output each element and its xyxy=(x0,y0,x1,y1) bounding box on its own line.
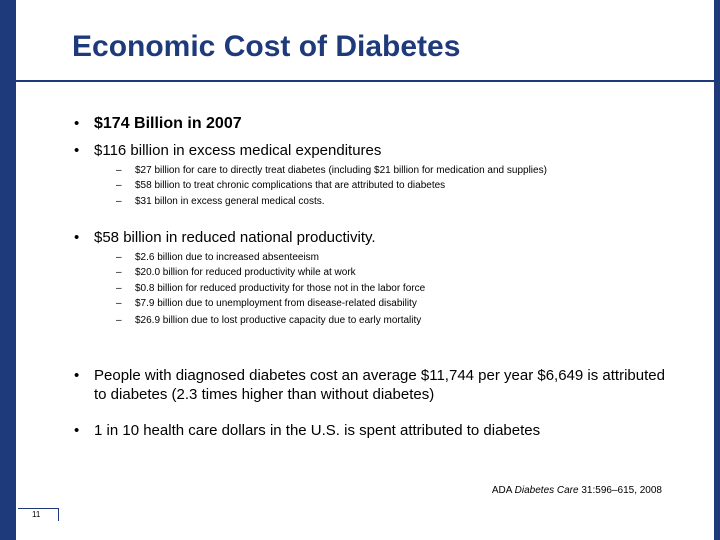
sub-bullet-dash: – xyxy=(116,165,122,176)
citation-prefix: ADA xyxy=(491,485,515,496)
bullet-average-cost: People with diagnosed diabetes cost an average $11,744 per year $6,649 is attributed to diabetes (2.3 times higher than without diabetes) xyxy=(94,367,665,403)
sub-bullet-dash: – xyxy=(116,180,122,191)
sub-bullet-dash: – xyxy=(116,196,122,207)
sub-bullet-dash: – xyxy=(116,315,122,326)
sub-bullet-dash: – xyxy=(116,283,122,294)
citation xyxy=(492,485,662,496)
sub-bullet-dash: – xyxy=(116,298,122,309)
bullet-marker: • xyxy=(74,115,80,132)
left-accent-bar xyxy=(0,0,16,540)
bullet-marker: • xyxy=(74,229,80,246)
bullet-marker: • xyxy=(74,367,80,384)
sub-bullet-item: $0.8 billion for reduced productivity for those not in the labor force xyxy=(135,283,426,294)
slide-title: Economic Cost of Diabetes xyxy=(72,30,461,63)
bullet-marker: • xyxy=(74,142,80,159)
sub-bullet-item: $20.0 billion for reduced productivity while at work xyxy=(135,267,356,278)
bullet-reduced-productivity: $58 billion in reduced national productivity. xyxy=(94,229,376,246)
sub-bullet-item: $27 billion for care to directly treat diabetes (including $21 billion for medication and supplies) xyxy=(135,165,547,176)
sub-bullet-dash: – xyxy=(116,252,122,263)
right-accent-bar xyxy=(714,0,720,540)
sub-bullet-item: $31 billon in excess general medical costs. xyxy=(135,196,325,207)
bullet-health-care-dollars: 1 in 10 health care dollars in the U.S. is spent attributed to diabetes xyxy=(94,422,541,439)
sub-bullet-dash: – xyxy=(116,267,122,278)
citation-journal: Diabetes Care xyxy=(514,485,579,496)
bullet-total-cost: $174 Billion in 2007 xyxy=(94,115,242,132)
sub-bullet-item: $58 billion to treat chronic complications that are attributed to diabetes xyxy=(135,180,446,191)
page-number: 11 xyxy=(32,510,41,519)
citation-suffix: 31:596–615, 2008 xyxy=(578,485,662,496)
sub-bullet-item: $7.9 billion due to unemployment from disease-related disability xyxy=(135,298,417,309)
sub-bullet-item: $2.6 billion due to increased absenteeism xyxy=(135,252,320,263)
bullet-marker: • xyxy=(74,422,80,439)
sub-bullet-item: $26.9 billion due to lost productive capacity due to early mortality xyxy=(135,315,422,326)
bullet-medical-expenditures: $116 billion in excess medical expenditures xyxy=(94,142,382,159)
title-divider xyxy=(16,80,714,82)
